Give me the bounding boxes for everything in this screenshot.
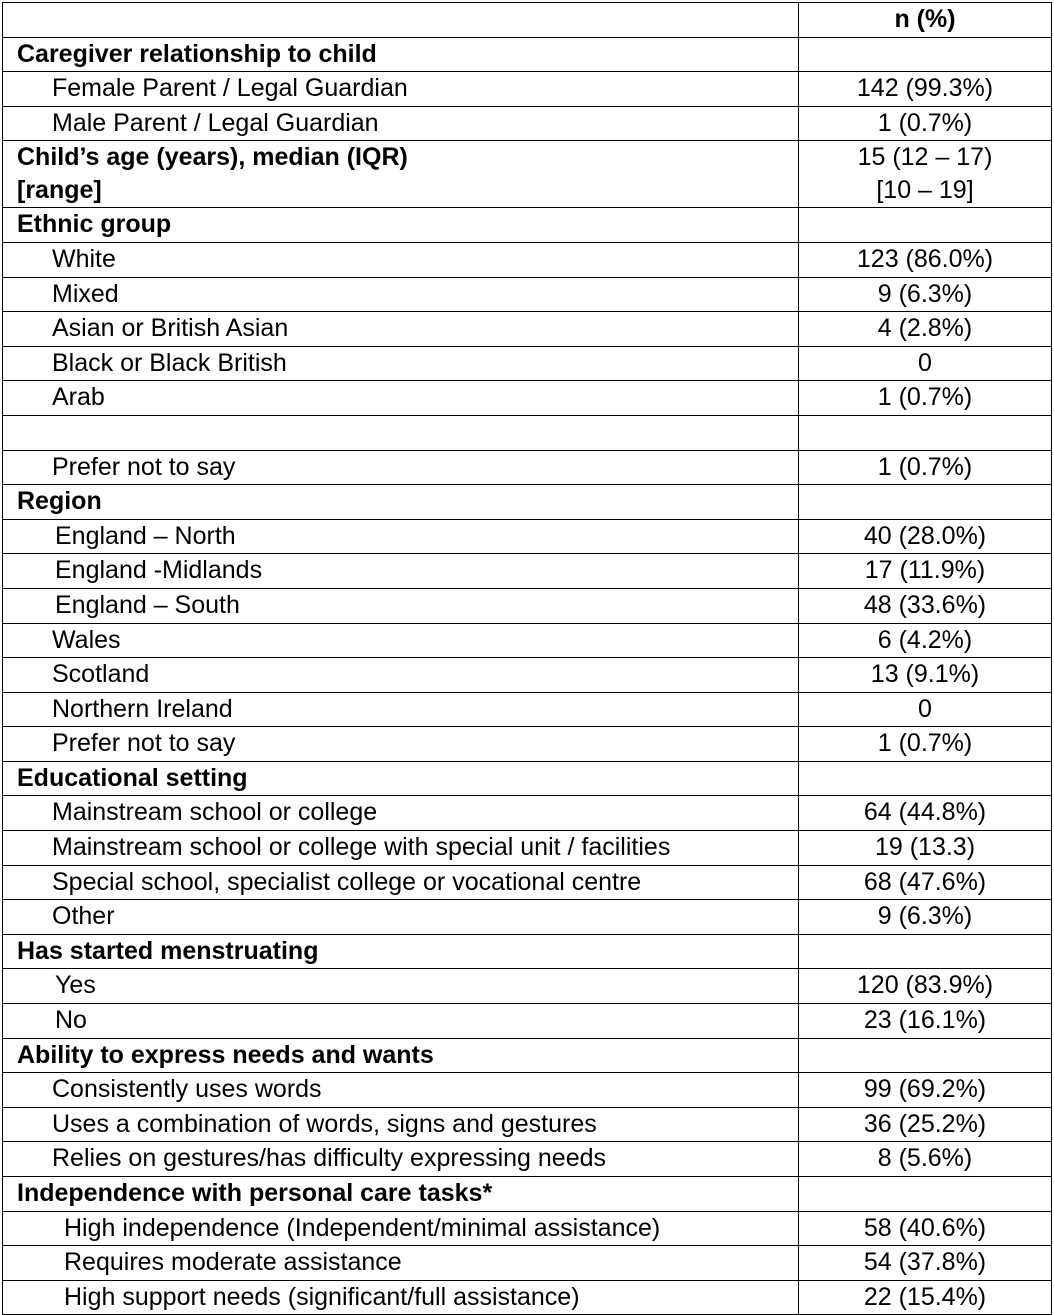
row-label: No	[3, 1004, 799, 1039]
row-label: Northern Ireland	[3, 692, 799, 727]
section-title: Independence with personal care tasks*	[3, 1177, 799, 1212]
section-title: Ethnic group	[3, 208, 799, 243]
row-value: 4 (2.8%)	[799, 312, 1052, 347]
section-value-empty	[799, 761, 1052, 796]
table-row	[3, 1004, 1052, 1039]
table-row	[3, 72, 1052, 107]
section-title: Educational setting	[3, 761, 799, 796]
table-row	[3, 346, 1052, 381]
section-title: Region	[3, 485, 799, 520]
row-value: 22 (15.4%)	[799, 1280, 1052, 1315]
table-row	[3, 623, 1052, 658]
row-value: 64 (44.8%)	[799, 796, 1052, 831]
row-value: 48 (33.6%)	[799, 588, 1052, 623]
table-row	[3, 1073, 1052, 1108]
table-row	[3, 554, 1052, 589]
age-value-line2: [10 – 19]	[876, 176, 974, 205]
row-label: Yes	[3, 969, 799, 1004]
row-value: 123 (86.0%)	[799, 242, 1052, 277]
table-row	[3, 1142, 1052, 1177]
row-label: Prefer not to say	[3, 450, 799, 485]
section-row	[3, 485, 1052, 520]
row-label	[3, 415, 799, 450]
row-value: 17 (11.9%)	[799, 554, 1052, 589]
row-value: 8 (5.6%)	[799, 1142, 1052, 1177]
section-row	[3, 1038, 1052, 1073]
row-value: 99 (69.2%)	[799, 1073, 1052, 1108]
row-value: 23 (16.1%)	[799, 1004, 1052, 1039]
row-label: Arab	[3, 381, 799, 416]
row-label: Other	[3, 900, 799, 935]
section-row	[3, 934, 1052, 969]
table-row	[3, 865, 1052, 900]
table-row	[3, 969, 1052, 1004]
table-row	[3, 106, 1052, 141]
row-label: Female Parent / Legal Guardian	[3, 72, 799, 107]
section-value-empty	[799, 934, 1052, 969]
section-row	[3, 761, 1052, 796]
table-row	[3, 692, 1052, 727]
table-row	[3, 312, 1052, 347]
table-row	[3, 588, 1052, 623]
age-row	[3, 141, 1052, 208]
row-value: 36 (25.2%)	[799, 1107, 1052, 1142]
row-label: High support needs (significant/full assistance)	[3, 1280, 799, 1315]
table-row	[3, 242, 1052, 277]
row-label: Male Parent / Legal Guardian	[3, 106, 799, 141]
header-row	[3, 3, 1052, 38]
section-value-empty	[799, 208, 1052, 243]
table-row	[3, 381, 1052, 416]
demographics-table	[2, 2, 1052, 1315]
row-value: 0	[799, 346, 1052, 381]
row-label: Black or Black British	[3, 346, 799, 381]
section-title: Ability to express needs and wants	[3, 1038, 799, 1073]
age-label-line1: Child’s age (years), median (IQR)	[17, 143, 408, 172]
table-row	[3, 277, 1052, 312]
row-value: 6 (4.2%)	[799, 623, 1052, 658]
table-row	[3, 831, 1052, 866]
row-value: 58 (40.6%)	[799, 1211, 1052, 1246]
row-value: 0	[799, 692, 1052, 727]
section-row	[3, 1177, 1052, 1212]
row-value: 1 (0.7%)	[799, 381, 1052, 416]
row-label: Mainstream school or college	[3, 796, 799, 831]
row-label: Wales	[3, 623, 799, 658]
row-label: White	[3, 242, 799, 277]
table-row	[3, 1280, 1052, 1315]
table-row	[3, 727, 1052, 762]
row-value	[799, 415, 1052, 450]
table-row	[3, 796, 1052, 831]
table-row	[3, 519, 1052, 554]
table-row	[3, 450, 1052, 485]
section-row	[3, 37, 1052, 72]
age-label-cell	[3, 141, 799, 208]
age-value-cell	[799, 141, 1052, 208]
row-value: 142 (99.3%)	[799, 72, 1052, 107]
row-value: 9 (6.3%)	[799, 900, 1052, 935]
table-row	[3, 1246, 1052, 1281]
row-value: 13 (9.1%)	[799, 658, 1052, 693]
row-label: Prefer not to say	[3, 727, 799, 762]
row-label: England – North	[3, 519, 799, 554]
section-title: Has started menstruating	[3, 934, 799, 969]
age-value-line1: 15 (12 – 17)	[857, 143, 993, 172]
row-label: Consistently uses words	[3, 1073, 799, 1108]
table-row	[3, 658, 1052, 693]
row-label: Uses a combination of words, signs and gestures	[3, 1107, 799, 1142]
row-value: 68 (47.6%)	[799, 865, 1052, 900]
row-value: 9 (6.3%)	[799, 277, 1052, 312]
row-label: High independence (Independent/minimal assistance)	[3, 1211, 799, 1246]
row-label: Relies on gestures/has difficulty expressing needs	[3, 1142, 799, 1177]
section-row	[3, 208, 1052, 243]
table-row	[3, 1107, 1052, 1142]
section-title: Caregiver relationship to child	[3, 37, 799, 72]
row-value: 1 (0.7%)	[799, 450, 1052, 485]
table-row	[3, 900, 1052, 935]
row-label: Requires moderate assistance	[3, 1246, 799, 1281]
table-row	[3, 1211, 1052, 1246]
row-label: England – South	[3, 588, 799, 623]
row-value: 40 (28.0%)	[799, 519, 1052, 554]
row-label: Asian or British Asian	[3, 312, 799, 347]
row-value: 19 (13.3)	[799, 831, 1052, 866]
section-value-empty	[799, 1038, 1052, 1073]
header-label-cell	[3, 3, 799, 38]
row-label: Scotland	[3, 658, 799, 693]
row-value: 120 (83.9%)	[799, 969, 1052, 1004]
row-label: Special school, specialist college or vocational centre	[3, 865, 799, 900]
row-label: England -Midlands	[3, 554, 799, 589]
section-value-empty	[799, 1177, 1052, 1212]
table-row-empty	[3, 415, 1052, 450]
row-value: 1 (0.7%)	[799, 727, 1052, 762]
header-n-pct: n (%)	[799, 3, 1052, 38]
row-label: Mixed	[3, 277, 799, 312]
section-value-empty	[799, 37, 1052, 72]
row-label: Mainstream school or college with special unit / facilities	[3, 831, 799, 866]
age-label-line2: [range]	[17, 176, 102, 205]
section-value-empty	[799, 485, 1052, 520]
row-value: 1 (0.7%)	[799, 106, 1052, 141]
row-value: 54 (37.8%)	[799, 1246, 1052, 1281]
